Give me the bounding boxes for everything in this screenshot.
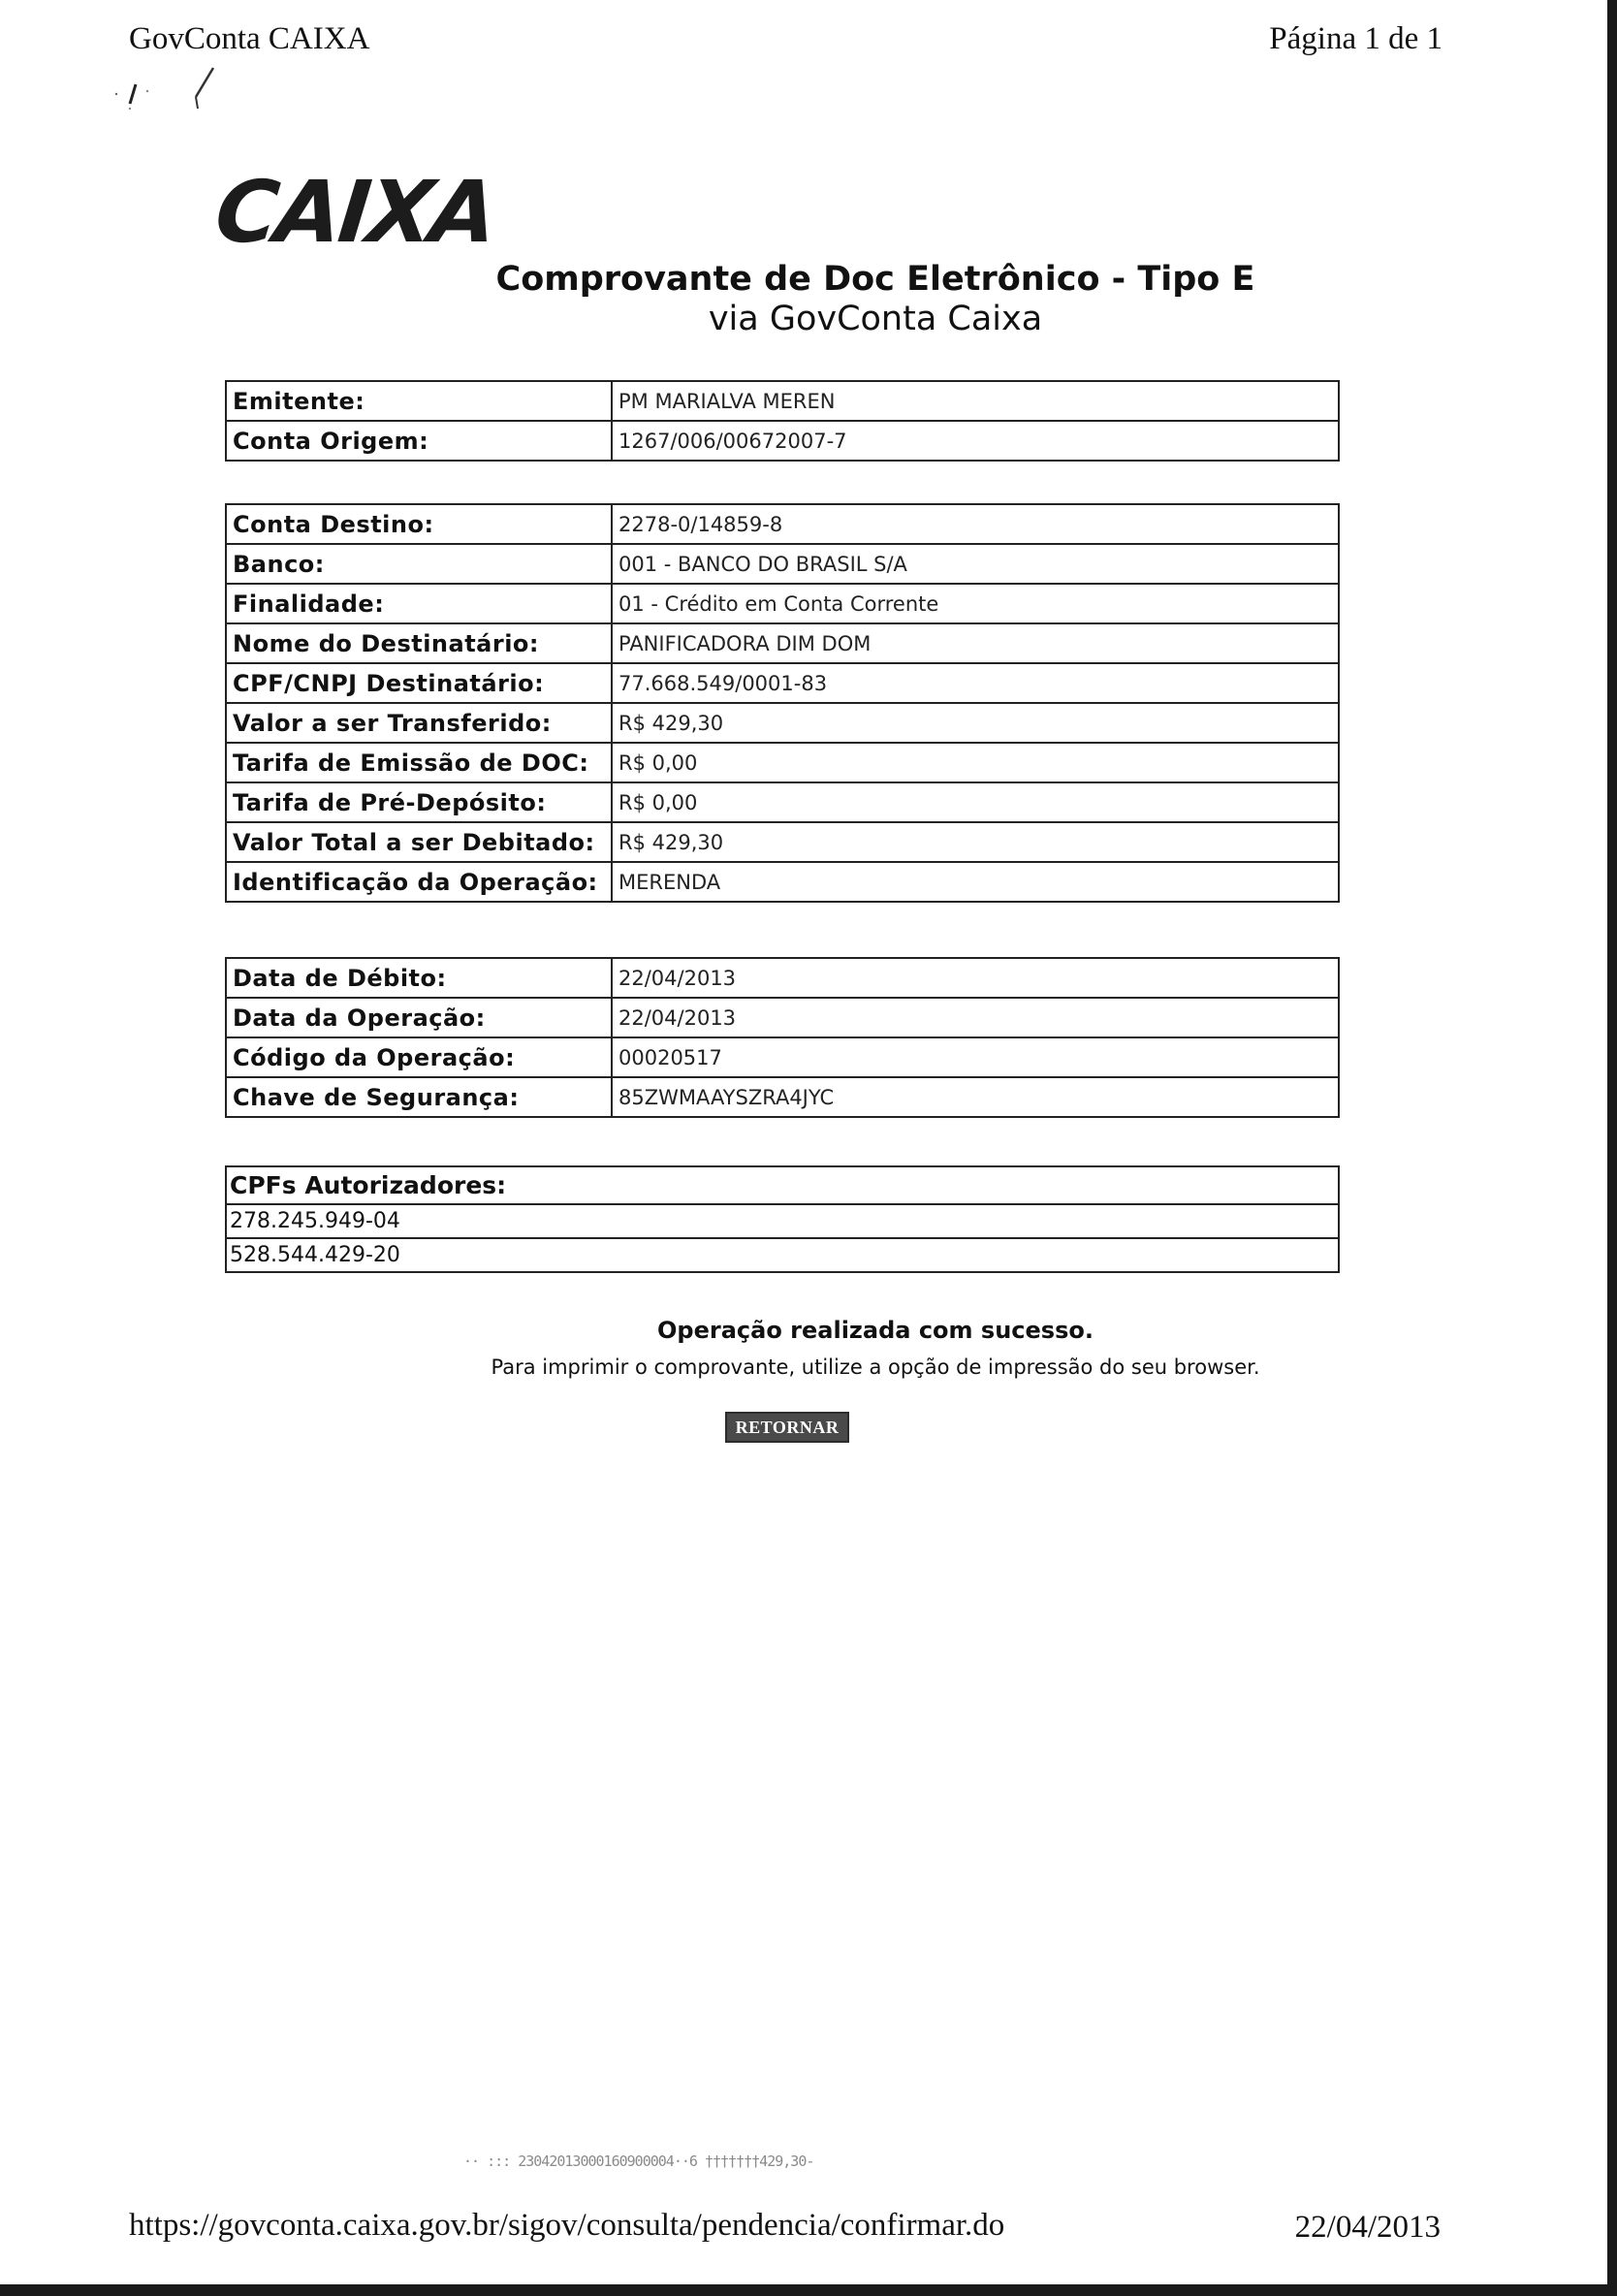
row-value: PANIFICADORA DIM DOM [612,623,1339,663]
row-value: R$ 0,00 [612,782,1339,822]
row-value: 1267/006/00672007-7 [612,421,1339,461]
success-message: Operação realizada com sucesso. [657,1317,1094,1344]
row-label: Valor Total a ser Debitado: [226,822,612,862]
retornar-button[interactable]: RETORNAR [725,1412,849,1443]
footer-date: 22/04/2013 [1294,2210,1441,2245]
table-row [226,958,1339,998]
autorizadores-table [225,1165,1340,1273]
row-label: Conta Destino: [226,504,612,544]
print-instruction: Para imprimir o comprovante, utilize a opção de impressão do seu browser. [491,1355,1260,1379]
row-label: Identificação da Operação: [226,862,612,902]
row-value: 2278-0/14859-8 [612,504,1339,544]
table-row [226,1204,1339,1238]
row-label: Emitente: [226,381,612,421]
row-label: Tarifa de Emissão de DOC: [226,743,612,782]
operacao-table [225,957,1340,1118]
row-label: Tarifa de Pré-Depósito: [226,782,612,822]
row-label: Valor a ser Transferido: [226,703,612,743]
row-label: Conta Origem: [226,421,612,461]
row-value: 01 - Crédito em Conta Corrente [612,584,1339,623]
table-row [226,504,1339,544]
cpf-value: 528.544.429-20 [226,1238,1339,1272]
emitente-table [225,380,1340,462]
footer-url: https://govconta.caixa.gov.br/sigov/consulta/pendencia/confirmar.do [129,2208,1005,2243]
table-row [226,703,1339,743]
autorizadores-heading: CPFs Autorizadores: [226,1166,1339,1204]
page-indicator: Página 1 de 1 [1269,21,1443,56]
table-row [226,862,1339,902]
table-row [226,822,1339,862]
table-row [226,584,1339,623]
table-row [226,743,1339,782]
table-row [226,1037,1339,1077]
row-value: 22/04/2013 [612,998,1339,1037]
pen-mark-icon [87,60,242,138]
row-label: Código da Operação: [226,1037,612,1077]
table-row [226,782,1339,822]
row-label: Data de Débito: [226,958,612,998]
destino-table [225,503,1340,903]
row-label: CPF/CNPJ Destinatário: [226,663,612,703]
table-row [226,1166,1339,1204]
row-value: 77.668.549/0001-83 [612,663,1339,703]
row-value: 22/04/2013 [612,958,1339,998]
page-title: Comprovante de Doc Eletrônico - Tipo E [495,260,1255,299]
table-row [226,663,1339,703]
row-label: Banco: [226,544,612,584]
app-title: GovConta CAIXA [129,21,370,56]
row-label: Data da Operação: [226,998,612,1037]
row-value: 001 - BANCO DO BRASIL S/A [612,544,1339,584]
row-value: R$ 0,00 [612,743,1339,782]
row-label: Nome do Destinatário: [226,623,612,663]
barcode-line: ·· ::: 23042013000160900004··6 †††††††429,30- [463,2152,814,2170]
page-subtitle: via GovConta Caixa [708,300,1043,338]
table-row [226,1238,1339,1272]
row-value: MERENDA [612,862,1339,902]
table-row [226,1077,1339,1117]
caixa-logo: CAIXA [210,162,499,262]
table-row [226,998,1339,1037]
row-label: Finalidade: [226,584,612,623]
table-row [226,623,1339,663]
row-value: R$ 429,30 [612,822,1339,862]
table-row [226,544,1339,584]
row-value: 85ZWMAAYSZRA4JYC [612,1077,1339,1117]
row-value: PM MARIALVA MEREN [612,381,1339,421]
row-value: 00020517 [612,1037,1339,1077]
row-value: R$ 429,30 [612,703,1339,743]
cpf-value: 278.245.949-04 [226,1204,1339,1238]
table-row [226,381,1339,421]
row-label: Chave de Segurança: [226,1077,612,1117]
table-row [226,421,1339,461]
